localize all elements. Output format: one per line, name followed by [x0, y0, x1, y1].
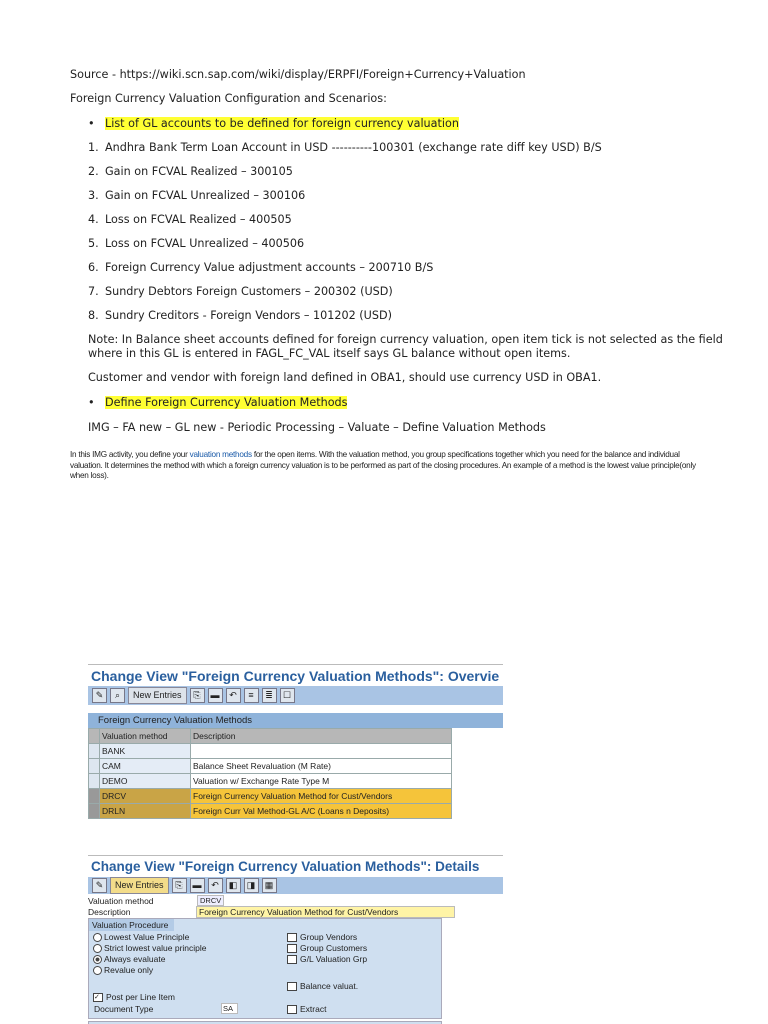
account-text: Gain on FCVAL Unrealized – 300106: [105, 189, 306, 202]
delete-icon[interactable]: ▬: [208, 688, 223, 703]
table-row[interactable]: [89, 759, 452, 774]
new-entries-button[interactable]: New Entries: [128, 687, 187, 704]
account-item: [88, 141, 602, 154]
deselect-icon[interactable]: ☐: [280, 688, 295, 703]
method-cell[interactable]: CAM: [100, 759, 191, 774]
document-type-label: Document Type: [94, 1004, 154, 1014]
select-all-column[interactable]: [89, 729, 100, 744]
heading: Foreign Currency Valuation Configuration and Scenarios:: [70, 92, 387, 105]
details-toolbar: [88, 877, 503, 894]
valuation-method-value: DRCV: [197, 895, 224, 906]
bullet-gl-accounts: List of GL accounts to be defined for foreign currency valuation: [105, 117, 459, 130]
details-screenshot: [88, 855, 503, 1024]
note-line1: Note: In Balance sheet accounts defined for foreign currency valuation, open item tick is not selected as the field: [88, 333, 723, 346]
description-cell[interactable]: Valuation w/ Exchange Rate Type M: [191, 774, 452, 789]
account-item: [88, 285, 393, 298]
display-icon[interactable]: ⌕: [110, 688, 125, 703]
customer-note: Customer and vendor with foreign land defined in OBA1, should use currency USD in OBA1.: [88, 371, 602, 384]
table-row[interactable]: [89, 804, 452, 819]
select-all-icon[interactable]: ≡: [244, 688, 259, 703]
method-cell[interactable]: BANK: [100, 744, 191, 759]
account-text: Andhra Bank Term Loan Account in USD ----------100301 (exchange rate diff key USD) B/S: [105, 141, 602, 154]
col-description[interactable]: Description: [191, 729, 452, 744]
method-cell[interactable]: DEMO: [100, 774, 191, 789]
row-selector[interactable]: [89, 789, 100, 804]
undo-icon[interactable]: ↶: [208, 878, 223, 893]
post-per-line-item-checkbox[interactable]: ✓ Post per Line Item: [94, 992, 175, 1002]
row-selector[interactable]: [89, 804, 100, 819]
extract-checkbox[interactable]: Extract: [287, 1004, 326, 1014]
description-cell[interactable]: Foreign Curr Val Method-GL A/C (Loans n Deposits): [191, 804, 452, 819]
note-line2: where in this GL is entered in FAGL_FC_VAL itself says GL balance without open items.: [88, 347, 571, 360]
item-number: 8.: [88, 309, 99, 322]
table-row[interactable]: [89, 774, 452, 789]
bullet-methods: Define Foreign Currency Valuation Methods: [105, 396, 348, 409]
method-cell[interactable]: DRLN: [100, 804, 191, 819]
details-title: Change View "Foreign Currency Valuation Methods": Details: [88, 855, 503, 877]
new-entries-button[interactable]: New Entries: [110, 877, 169, 894]
source-line: Source - https://wiki.scn.sap.com/wiki/display/ERPFI/Foreign+Currency+Valuation: [70, 68, 526, 81]
edit-icon[interactable]: ✎: [92, 688, 107, 703]
select-block-icon[interactable]: ≣: [262, 688, 277, 703]
item-number: 2.: [88, 165, 99, 178]
description-label: Description: [88, 907, 131, 917]
account-text: Sundry Creditors - Foreign Vendors – 101202 (USD): [105, 309, 392, 322]
overview-screenshot: [88, 664, 503, 824]
img-description: [70, 450, 700, 482]
row-selector[interactable]: [89, 774, 100, 789]
para-text: In this IMG activity, you define your: [70, 450, 190, 459]
item-number: 4.: [88, 213, 99, 226]
valuation-method-label: Valuation method: [88, 896, 154, 906]
delete-icon[interactable]: ▬: [190, 878, 205, 893]
overview-title: Change View "Foreign Currency Valuation Methods": Overvie: [88, 664, 503, 686]
table-row[interactable]: [89, 744, 452, 759]
item-number: 1.: [88, 141, 99, 154]
account-text: Loss on FCVAL Unrealized – 400506: [105, 237, 305, 250]
gl-valuation-grp-checkbox[interactable]: G/L Valuation Grp: [287, 954, 367, 964]
radio-strict-lowest[interactable]: Strict lowest value principle: [93, 943, 207, 953]
radio-lowest-value[interactable]: Lowest Value Principle: [93, 932, 189, 942]
prev-icon[interactable]: ◧: [226, 878, 241, 893]
copy-icon[interactable]: ⎘: [172, 878, 187, 893]
description-cell[interactable]: [191, 744, 452, 759]
row-selector[interactable]: [89, 744, 100, 759]
account-item: [88, 237, 305, 250]
item-number: 7.: [88, 285, 99, 298]
item-number: 5.: [88, 237, 99, 250]
next-icon[interactable]: ◨: [244, 878, 259, 893]
methods-table: [88, 728, 452, 819]
valuation-methods-link[interactable]: valuation methods: [189, 450, 252, 459]
radio-revalue-only[interactable]: Revalue only: [93, 965, 153, 975]
account-item: [88, 261, 434, 274]
row-selector[interactable]: [89, 759, 100, 774]
method-cell[interactable]: DRCV: [100, 789, 191, 804]
account-text: Gain on FCVAL Realized – 300105: [105, 165, 293, 178]
group-title: Valuation Procedure: [89, 919, 174, 931]
group-customers-checkbox[interactable]: Group Customers: [287, 943, 367, 953]
account-item: [88, 165, 293, 178]
account-text: Sundry Debtors Foreign Customers – 200302 (USD): [105, 285, 393, 298]
description-cell[interactable]: Foreign Currency Valuation Method for Cust/Vendors: [191, 789, 452, 804]
item-number: 3.: [88, 189, 99, 202]
description-cell[interactable]: Balance Sheet Revaluation (M Rate): [191, 759, 452, 774]
document-type-input[interactable]: SA: [221, 1003, 238, 1014]
copy-icon[interactable]: ⎘: [190, 688, 205, 703]
balance-valuat-checkbox[interactable]: Balance valuat.: [287, 981, 358, 991]
overview-toolbar: [88, 686, 503, 705]
col-method[interactable]: Valuation method: [100, 729, 191, 744]
section-header: Foreign Currency Valuation Methods: [88, 713, 503, 728]
description-input[interactable]: Foreign Currency Valuation Method for Cust/Vendors: [196, 906, 455, 918]
radio-always-evaluate[interactable]: Always evaluate: [93, 954, 165, 964]
account-text: Loss on FCVAL Realized – 400505: [105, 213, 292, 226]
account-item: [88, 189, 306, 202]
group-vendors-checkbox[interactable]: Group Vendors: [287, 932, 357, 942]
img-path: IMG – FA new – GL new - Periodic Processing – Valuate – Define Valuation Methods: [88, 421, 546, 434]
account-item: [88, 309, 392, 322]
para-text-2: for the open items. With the valuation method, you group specifications together which you need for the balance and individual valuation. It determines the method with which a foreign currency valuation is to be performed as part of the closing procedures. An example of a method is the lowest value principle(only when loss).: [70, 450, 696, 480]
item-number: 6.: [88, 261, 99, 274]
table-row[interactable]: [89, 789, 452, 804]
account-text: Foreign Currency Value adjustment accounts – 200710 B/S: [105, 261, 434, 274]
valuation-procedure-group: [88, 918, 442, 1019]
edit-icon[interactable]: ✎: [92, 878, 107, 893]
undo-icon[interactable]: ↶: [226, 688, 241, 703]
account-item: [88, 213, 292, 226]
other-icon[interactable]: ▦: [262, 878, 277, 893]
